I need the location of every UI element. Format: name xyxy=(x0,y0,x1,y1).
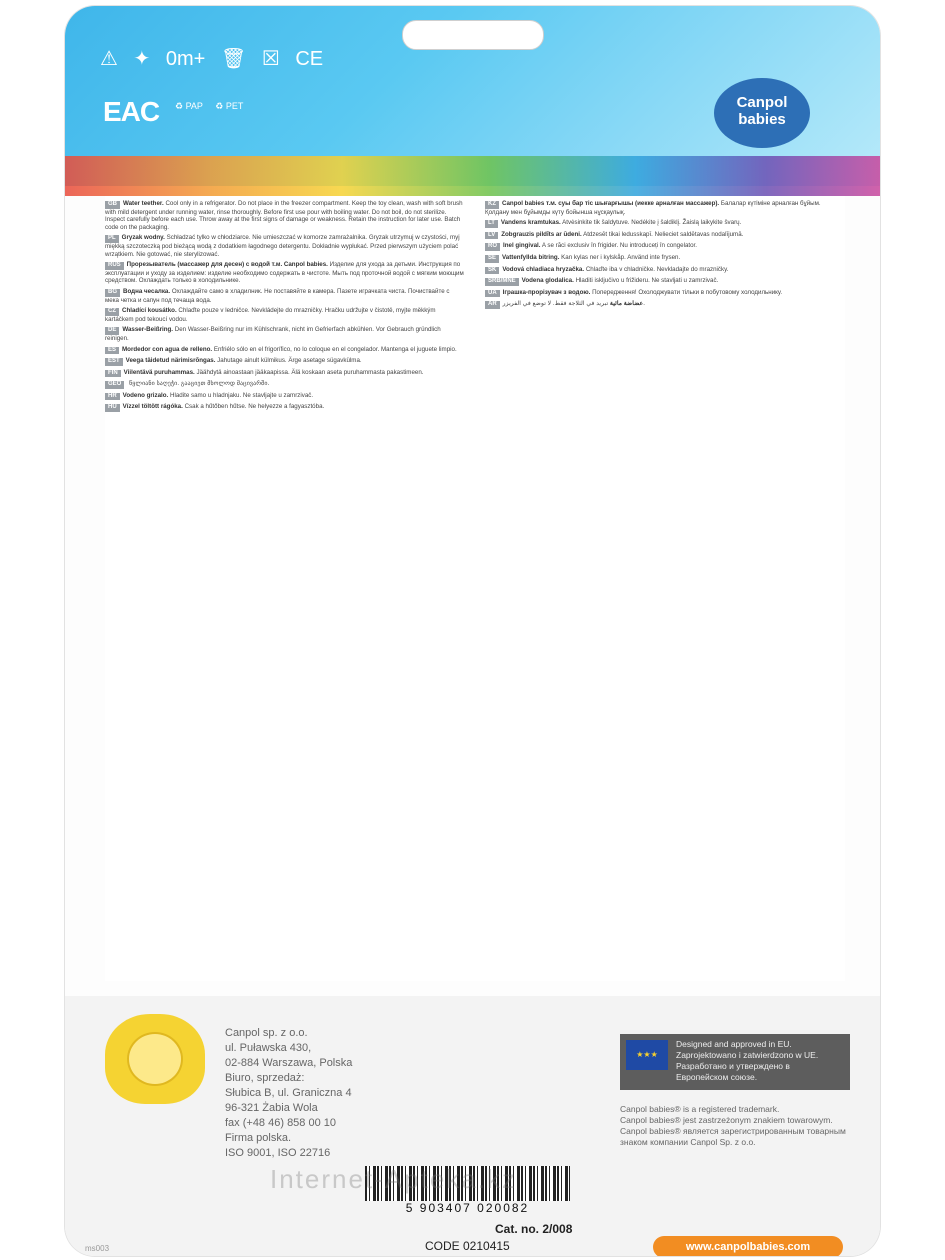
instruction-block xyxy=(485,242,845,251)
instruction-body: Atvėsinkite tik šaldytuve. Nedėkite į šaldiklį. Žaislą laikykite švarų. xyxy=(562,219,742,227)
language-badge: BG xyxy=(105,289,120,297)
bin-icon: 🗑 xyxy=(220,48,247,70)
language-badge: CZ xyxy=(105,308,119,316)
pap-label: PAP xyxy=(185,101,203,111)
instruction-block xyxy=(105,200,465,231)
language-badge: AR xyxy=(485,301,500,309)
rainbow-stripe xyxy=(65,156,880,196)
trademark-line3: Canpol babies® является зарегистрированным товарным знаком компании Canpol Sp. z o.o. xyxy=(620,1126,846,1147)
address-line: Firma polska. xyxy=(225,1132,292,1144)
teether-icon xyxy=(105,1014,205,1104)
address-line: Słubica B, ul. Graniczna 4 xyxy=(225,1087,352,1099)
instruction-block xyxy=(105,261,465,285)
instruction-title: Viilentävä puruhammas. xyxy=(123,368,195,376)
pet-label: PET xyxy=(225,101,244,111)
no-microwave-icon: ☒ xyxy=(261,48,280,70)
language-badge: HU xyxy=(105,404,120,412)
instruction-body: Schładzać tylko w chłodziarce. Nie umieszczać w komorze zamrażalnika. Gryzak utrzymuj w czystości, myj miękką szczoteczką pod bieżącą wodą z dodatkiem łagodnego detergentu. Dokładnie wypłukać. Przed pierwszym użyciem polać wrzątkiem. Nie gotować, nie sterylizować. xyxy=(105,234,460,258)
language-badge: RUS xyxy=(105,262,124,270)
instruction-body: Enfriélo sólo en el frigorífico, no lo coloque en el congelador. Mantenga el juguete limpio. xyxy=(213,345,457,353)
instruction-title: Vodena glodalica. xyxy=(521,277,574,285)
language-badge: GEO xyxy=(105,381,124,389)
instruction-title: Vodeno grizalo. xyxy=(122,391,169,399)
instruction-block xyxy=(485,200,845,216)
address-line: fax (+48 46) 858 00 10 xyxy=(225,1117,336,1129)
language-badge: LV xyxy=(485,232,498,240)
instruction-title: Inel gingival. xyxy=(503,242,541,250)
instruction-block xyxy=(105,234,465,258)
instruction-body: Hladiti isključivo u frižideru. Ne stavljati u zamrzivač. xyxy=(575,277,719,285)
canpol-logo xyxy=(714,78,810,148)
language-badge: RO xyxy=(485,243,500,251)
instruction-body: Охлаждайте само в хладилник. Не поставяйте в камера. Пазете играчката чиста. Почиствайте с мека четка и сапун под течаща вода. xyxy=(105,287,450,304)
instructions-left-column xyxy=(105,200,465,415)
instruction-title: Canpol babies т.м. суы бар тіс шығарғышы (иекке арналған массажер). xyxy=(502,200,720,207)
language-badge: UA xyxy=(485,290,500,298)
instruction-block xyxy=(485,277,845,286)
symbol-row xyxy=(100,46,333,71)
language-badge: GB xyxy=(105,201,120,209)
language-badge: PL xyxy=(105,235,119,243)
eac-mark: EAC xyxy=(103,96,160,127)
address-line: 96-321 Żabia Wola xyxy=(225,1102,318,1114)
hang-hole xyxy=(402,20,544,50)
instruction-title: Wasser-Beißring. xyxy=(122,326,174,334)
instruction-block xyxy=(105,392,465,401)
instruction-block xyxy=(105,380,465,389)
catalog-number: Cat. no. 2/008 xyxy=(495,1222,573,1236)
website-link[interactable]: www.canpolbabies.com xyxy=(653,1236,843,1256)
language-badge: DE xyxy=(105,327,119,335)
print-code: ms003 xyxy=(85,1244,110,1253)
instruction-title: Mordedor con agua de relleno. xyxy=(122,345,213,353)
address-line: ul. Puławska 430, xyxy=(225,1042,312,1054)
instruction-body: Csak a hűtőben hűtse. Ne helyezze a fagyasztóba. xyxy=(184,403,325,411)
language-badge: SE xyxy=(485,255,499,263)
instruction-block xyxy=(105,369,465,378)
packaging-card xyxy=(65,6,880,1256)
trademark-line1: Canpol babies® is a registered trademark. xyxy=(620,1104,780,1114)
instruction-body: Den Wasser-Beißring nur im Kühlschrank, nicht im Gefrierfach abkühlen. Vor Gebrauch gründlich reinigen. xyxy=(105,326,441,342)
instruction-block xyxy=(105,288,465,304)
instruction-block xyxy=(485,289,845,298)
instruction-title: Chladící kousátko. xyxy=(122,307,177,315)
instruction-title: Vízzel töltött rágóka. xyxy=(122,403,183,411)
instruction-block xyxy=(105,326,465,342)
instruction-body: Hladite samo u hladnjaku. Ne stavljajte u zamrzivač. xyxy=(170,391,314,399)
recycle-icons xyxy=(175,101,243,112)
cleaning-icon: ✦ xyxy=(133,48,151,70)
eu-line1: Designed and approved in EU. xyxy=(676,1039,792,1049)
instruction-body: Попередження! Охолоджувати тільки в побутовому холодильнику. xyxy=(592,288,783,296)
product-code: CODE 0210415 xyxy=(425,1239,510,1253)
instruction-title: Vandens kramtukas. xyxy=(500,219,561,227)
eu-flag-icon: ★★★ xyxy=(626,1040,668,1070)
company-address xyxy=(225,1026,352,1161)
language-badge: EST xyxy=(105,358,123,366)
instruction-body: Cool only in a refrigerator. Do not place in the freezer compartment. Keep the toy clean, wash with soft brush with mild detergent under running water, rinse thoroughly. Before first use pour with boiling water. Do not boil, do not sterilize. Inspect carefully before each use. Throw away at the first signs of damage or weakness. Retain the instruction for later use. Batch code on the packaging. xyxy=(105,200,463,231)
instruction-block xyxy=(105,346,465,355)
instruction-title: Veega täidetud närimisrõngas. xyxy=(125,357,216,365)
instruction-block xyxy=(485,254,845,263)
address-line: 02-884 Warszawa, Polska xyxy=(225,1057,353,1069)
trademark-note xyxy=(620,1104,850,1148)
eu-line2: Zaprojektowano i zatwierdzono w UE. xyxy=(676,1050,819,1060)
instruction-title: Прорезыватель (массажер для десен) с водой т.м. Canpol babies. xyxy=(126,261,328,269)
language-badge: SRB/MNE xyxy=(485,278,519,286)
trademark-line2: Canpol babies® jest zastrzeżonym znakiem towarowym. xyxy=(620,1115,833,1125)
instruction-block xyxy=(105,357,465,366)
language-badge: FIN xyxy=(105,370,121,378)
instruction-title: عضاضة مائية xyxy=(609,300,644,308)
age-icon: 0m+ xyxy=(165,48,206,70)
instruction-body: Изделие для ухода за детьми. Инструкция по эксплуатации и уходу за изделием: изделие необходимо содержать в чистоте. Мыть под проточной водой с мягким моющим средством. Охлаждать только в холодильнике. xyxy=(105,261,464,285)
instruction-title: Vodová chladiaca hryzačka. xyxy=(502,265,585,273)
watermark: Internet-Apteka.kz xyxy=(270,1164,517,1194)
ce-mark-icon: CE xyxy=(295,48,324,70)
language-badge: KZ xyxy=(485,201,499,209)
instruction-body: Jahutage ainult külmikus. Ärge asetage sügavkülma. xyxy=(217,357,362,365)
instruction-body: Chlaďte pouze v ledničce. Nevkládejte do mrazničky. Hračku udržujte v čistotě, myjte měkkým kartáčkem pod tekoucí vodou. xyxy=(105,307,436,323)
language-badge: HR xyxy=(105,393,120,401)
instruction-body: Chlaďte iba v chladničke. Nevkladajte do mrazničky. xyxy=(585,265,729,273)
instruction-body: წყლიანი საღეჭი. გააციეთ მხოლოდ მაცივარში. xyxy=(129,380,270,388)
instruction-title: Water teether. xyxy=(123,200,164,207)
instruction-title: Іграшка-прорізувач з водою. xyxy=(502,288,591,296)
instruction-block xyxy=(485,266,845,275)
address-line: Canpol sp. z o.o. xyxy=(225,1027,308,1039)
choking-warning-icon: ⚠ xyxy=(100,48,118,70)
instruction-block xyxy=(485,219,845,228)
instruction-body: Atdzesēt tikai ledusskapī. Nelieciet saldētavas nodalījumā. xyxy=(583,230,744,238)
barcode-number: 5 903407 020082 xyxy=(365,1201,570,1215)
instruction-block xyxy=(485,300,845,309)
language-badge: LT xyxy=(485,220,498,228)
instruction-title: Водна чесалка. xyxy=(123,287,171,295)
footer-area xyxy=(65,996,880,1256)
instruction-block xyxy=(105,403,465,412)
instruction-body: Kan kylas ner i kylskåp. Använd inte frysen. xyxy=(561,253,681,261)
eu-approval-box xyxy=(620,1034,850,1090)
instruction-body: Jäähdytä ainoastaan jääkaapissa. Älä koskaan aseta puruhammasta pakastimeen. xyxy=(196,368,424,376)
language-badge: ES xyxy=(105,347,119,355)
logo-line1: Canpol xyxy=(736,94,788,111)
address-line: ISO 9001, ISO 22716 xyxy=(225,1147,331,1159)
instructions-area xyxy=(105,196,845,981)
instruction-title: Gryzak wodny. xyxy=(121,234,165,242)
instruction-block xyxy=(105,307,465,323)
language-badge: SK xyxy=(485,267,499,275)
instruction-block xyxy=(485,231,845,240)
instruction-body: Балалар күтіміне арналған бұйым. Қолдану мен бұйымды күту бойынша нұсқаулық. xyxy=(485,200,821,216)
instruction-body: تبريد في الثلاجة فقط. لا توضع في الفريزر. xyxy=(502,300,645,308)
instruction-title: Vattenfyllda bitring. xyxy=(502,253,560,261)
eu-line3: Разработано и утверждено в Европейском союзе. xyxy=(676,1061,790,1082)
recycle-pap-icon: ♻ xyxy=(175,101,184,111)
logo-line2: babies xyxy=(738,111,786,128)
instructions-right-column xyxy=(485,200,845,312)
instruction-title: Zobgrauzis pildīts ar ūdeni. xyxy=(501,230,582,238)
instruction-body: A se răci exclusiv în frigider. Nu introduceți în congelator. xyxy=(541,242,697,250)
recycle-pet-icon: ♻ xyxy=(215,101,224,111)
address-line: Biuro, sprzedaż: xyxy=(225,1072,305,1084)
